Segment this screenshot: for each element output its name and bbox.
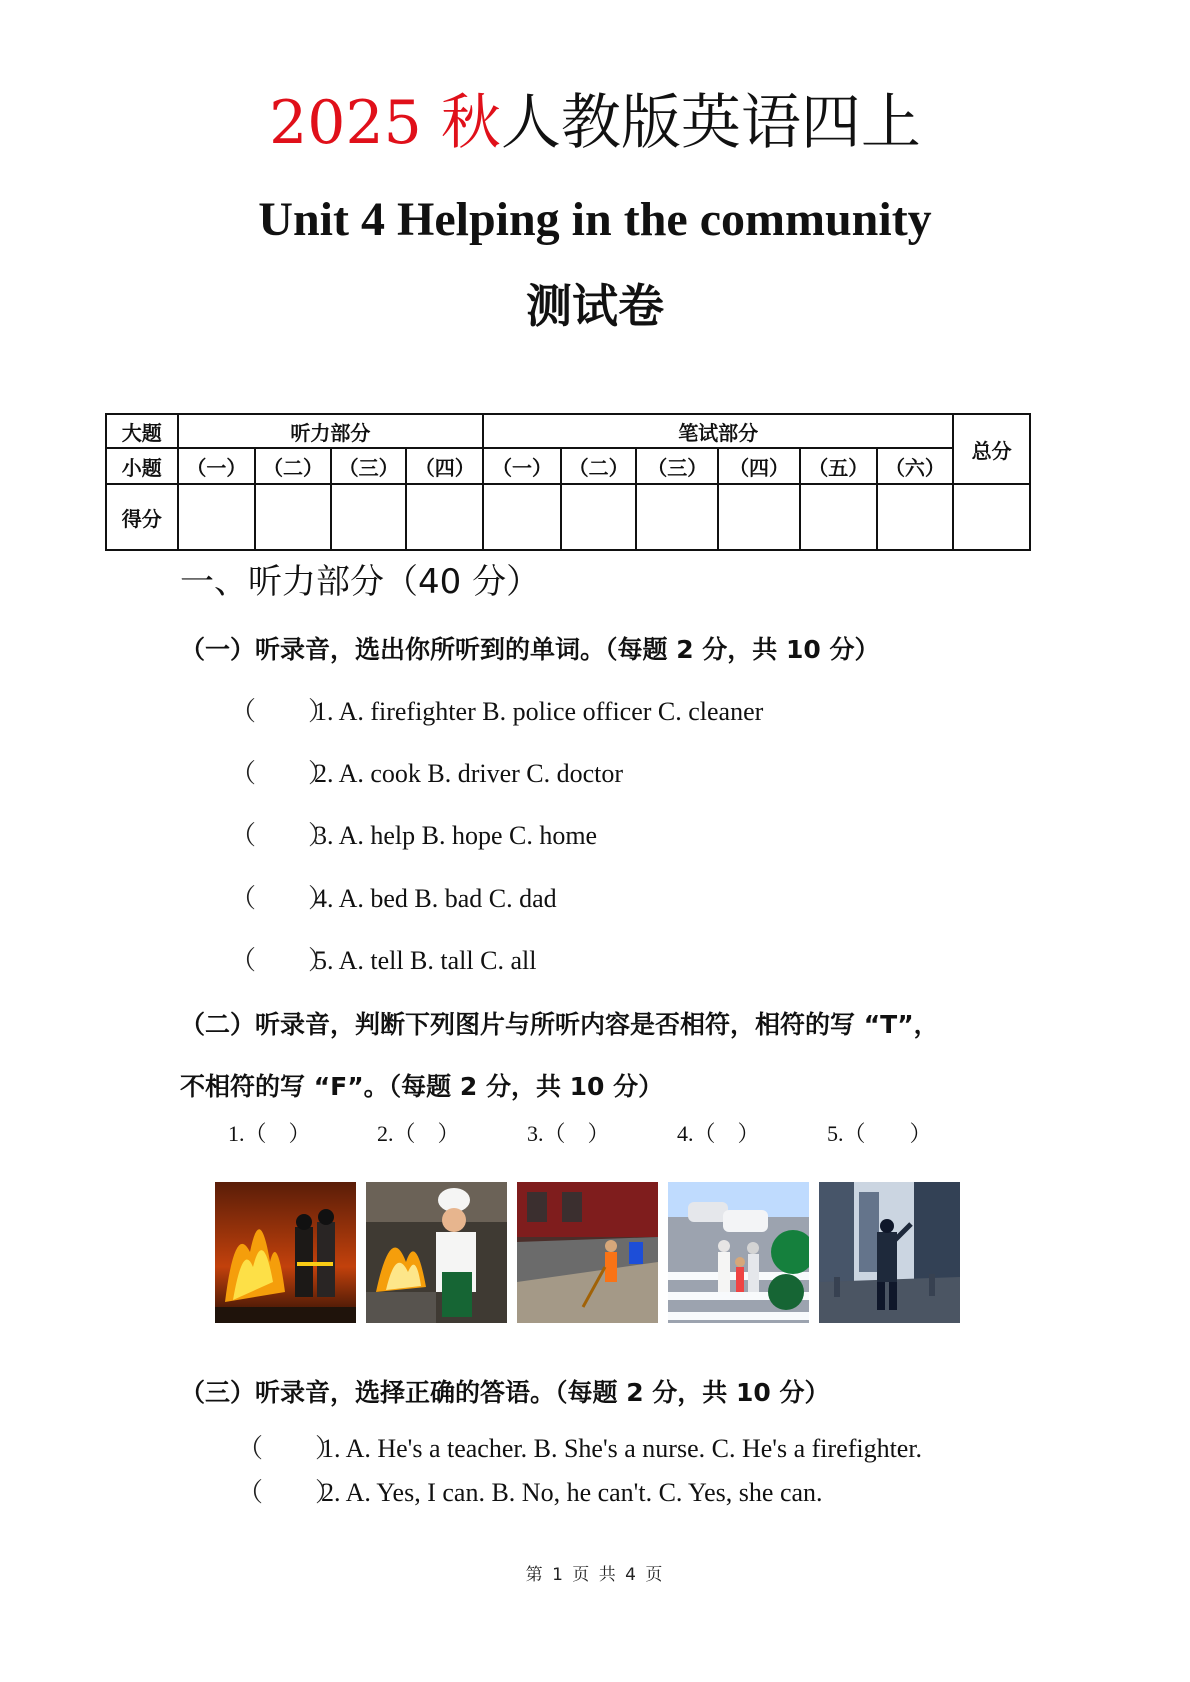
title-year-season: 2025 秋: [269, 88, 501, 158]
page-footer: 第 1 页 共 4 页: [525, 1565, 665, 1585]
score-cell[interactable]: [255, 484, 331, 550]
part3-heading: （三）听录音，选择正确的答语。（每题 2 分，共 10 分）: [180, 1378, 830, 1407]
question: （ ）4. A. bed B. bad C. dad: [230, 881, 557, 917]
cook-picture: [366, 1182, 507, 1323]
listening-part: （一）: [178, 448, 256, 484]
question: （ ）2. A. cook B. driver C. doctor: [230, 756, 623, 792]
score-cell[interactable]: [178, 484, 256, 550]
police-officer-picture: [819, 1182, 960, 1323]
title-book: 人教版英语四上: [500, 88, 921, 158]
listening-part: （四）: [406, 448, 483, 484]
score-cell[interactable]: [800, 484, 877, 550]
part2-heading-line2: 不相符的写 “F”。（每题 2 分，共 10 分）: [180, 1072, 664, 1101]
tf-blank-1[interactable]: 1.（ ）: [228, 1121, 311, 1146]
score-table: [105, 413, 1031, 551]
answer-blank[interactable]: （ ）: [230, 821, 335, 850]
test-subtitle: 测试卷: [526, 279, 664, 333]
answer-blank[interactable]: （ ）: [237, 1434, 342, 1463]
writing-part: （二）: [561, 448, 637, 484]
answer-blank[interactable]: （ ）: [230, 884, 335, 913]
question: （ ）1. A. He's a teacher. B. She's a nurse. C. He's a firefighter.: [237, 1431, 922, 1467]
score-cell[interactable]: [483, 484, 561, 550]
listening-header: 听力部分: [178, 414, 484, 448]
answer-blank[interactable]: （ ）: [230, 946, 335, 975]
tf-blank-3[interactable]: 3.（ ）: [527, 1121, 610, 1146]
part2-heading-line1: （二）听录音，判断下列图片与所听内容是否相符，相符的写 “T”，: [180, 1010, 939, 1039]
answer-blank[interactable]: （ ）: [237, 1478, 342, 1507]
question: （ ）1. A. firefighter B. police officer C. cleaner: [230, 694, 763, 730]
question: （ ）2. A. Yes, I can. B. No, he can't. C. Yes, she can.: [237, 1475, 823, 1511]
score-cell[interactable]: [561, 484, 637, 550]
listening-part: （三）: [331, 448, 407, 484]
tf-blank-5[interactable]: 5.（ ）: [827, 1121, 932, 1146]
writing-part: （五）: [800, 448, 877, 484]
answer-blank[interactable]: （ ）: [230, 697, 335, 726]
row-label-major: 大题: [106, 414, 178, 448]
writing-part: （三）: [636, 448, 718, 484]
score-cell[interactable]: [718, 484, 800, 550]
score-cell[interactable]: [331, 484, 407, 550]
writing-part: （四）: [718, 448, 800, 484]
score-cell[interactable]: [877, 484, 954, 550]
section-heading-listening: 一、听力部分（40 分）: [180, 562, 541, 602]
listening-part: （二）: [255, 448, 331, 484]
title-line-1: [0, 85, 1190, 161]
total-header: 总分: [953, 414, 1030, 484]
row-label-score: 得分: [106, 484, 178, 550]
score-cell[interactable]: [636, 484, 718, 550]
row-label-minor: 小题: [106, 448, 178, 484]
tf-blank-4[interactable]: 4.（ ）: [677, 1121, 760, 1146]
part1-heading: （一）听录音，选出你所听到的单词。（每题 2 分，共 10 分）: [180, 635, 880, 664]
writing-part: （六）: [877, 448, 954, 484]
crossing-street-picture: [668, 1182, 809, 1323]
answer-blank[interactable]: （ ）: [230, 759, 335, 788]
firefighters-picture: [215, 1182, 356, 1323]
unit-title: Unit 4 Helping in the community: [258, 193, 932, 246]
score-cell[interactable]: [406, 484, 483, 550]
writing-header: 笔试部分: [483, 414, 953, 448]
street-cleaner-picture: [517, 1182, 658, 1323]
total-score-cell[interactable]: [953, 484, 1030, 550]
question: （ ）5. A. tell B. tall C. all: [230, 943, 536, 979]
tf-blank-2[interactable]: 2.（ ）: [377, 1121, 460, 1146]
writing-part: （一）: [483, 448, 561, 484]
question: （ ）3. A. help B. hope C. home: [230, 818, 597, 854]
